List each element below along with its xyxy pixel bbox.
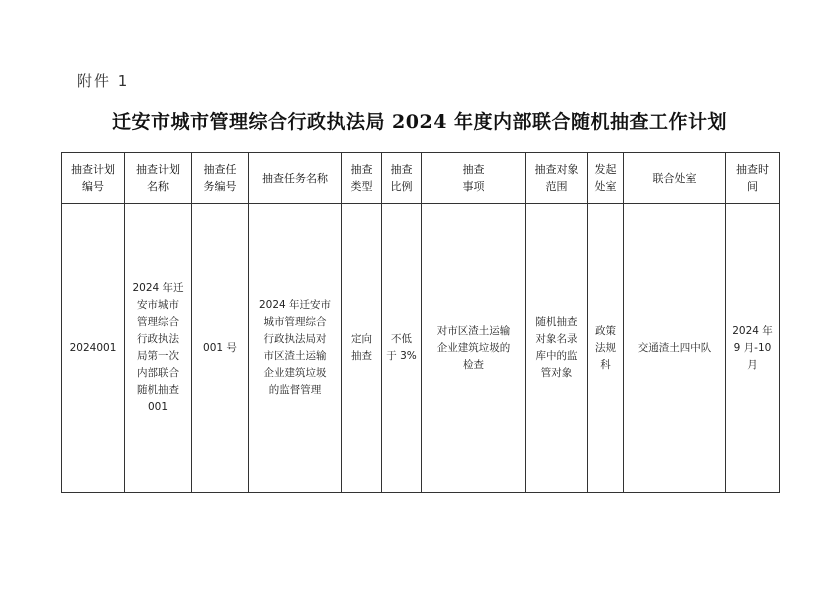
header-initiating-office: 发起 处室 bbox=[588, 153, 624, 204]
cell-check-ratio: 不低 于 3% bbox=[382, 204, 422, 493]
cell-task-id: 001 号 bbox=[192, 204, 249, 493]
cell-initiating-office: 政策 法规 科 bbox=[588, 204, 624, 493]
header-joint-office: 联合处室 bbox=[624, 153, 726, 204]
attachment-label: 附件 1 bbox=[77, 72, 130, 90]
header-target-scope: 抽查对象 范围 bbox=[526, 153, 588, 204]
header-task-id: 抽查任 务编号 bbox=[192, 153, 249, 204]
header-check-type: 抽查 类型 bbox=[342, 153, 382, 204]
header-task-name: 抽查任务名称 bbox=[249, 153, 342, 204]
header-check-time: 抽查时 间 bbox=[726, 153, 780, 204]
cell-check-time: 2024 年 9 月-10 月 bbox=[726, 204, 780, 493]
cell-check-type: 定向 抽查 bbox=[342, 204, 382, 493]
cell-plan-name: 2024 年迁 安市城市 管理综合 行政执法 局第一次 内部联合 随机抽查 001 bbox=[125, 204, 192, 493]
cell-target-scope: 随机抽查 对象名录 库中的监 管对象 bbox=[526, 204, 588, 493]
plan-table bbox=[61, 152, 780, 493]
header-check-items: 抽查 事项 bbox=[422, 153, 526, 204]
cell-plan-id: 2024001 bbox=[62, 204, 125, 493]
table-row bbox=[62, 204, 780, 493]
cell-joint-office: 交通渣土四中队 bbox=[624, 204, 726, 493]
table-header-row bbox=[62, 153, 780, 204]
header-plan-name: 抽查计划 名称 bbox=[125, 153, 192, 204]
cell-check-items: 对市区渣土运输 企业建筑垃圾的 检查 bbox=[422, 204, 526, 493]
cell-task-name: 2024 年迁安市 城市管理综合 行政执法局对 市区渣土运输 企业建筑垃圾 的监督管理 bbox=[249, 204, 342, 493]
header-check-ratio: 抽查 比例 bbox=[382, 153, 422, 204]
header-plan-id: 抽查计划 编号 bbox=[62, 153, 125, 204]
document-title: 迁安市城市管理综合行政执法局 2024 年度内部联合随机抽查工作计划 bbox=[111, 111, 728, 133]
